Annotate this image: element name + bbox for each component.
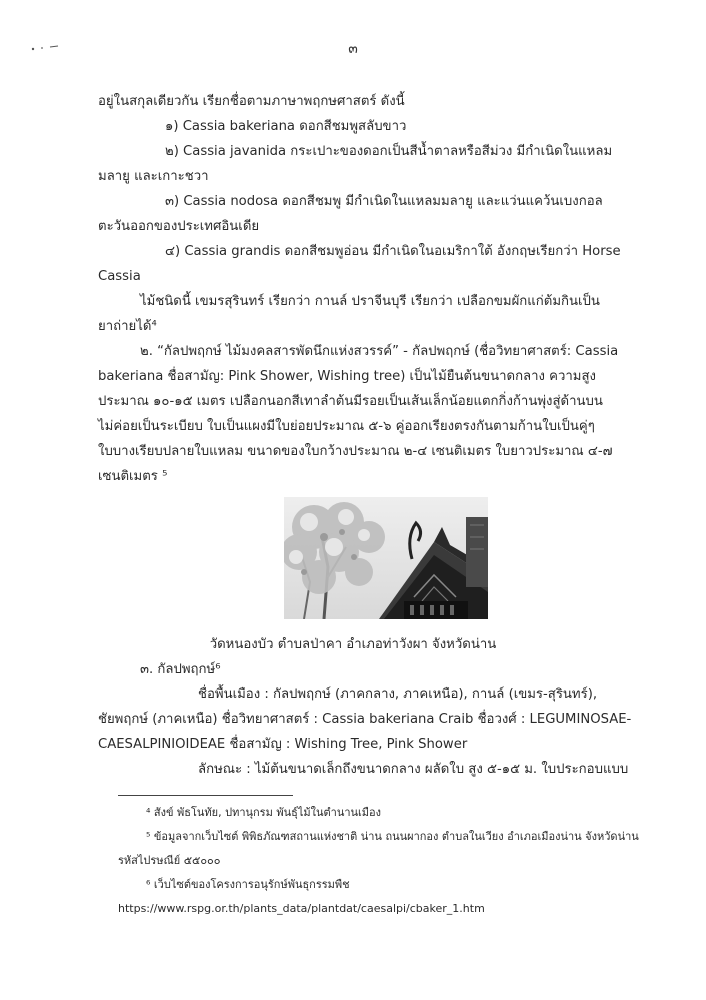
body-line: มลายู และเกาะชวา <box>98 169 209 184</box>
body-line: อยู่ในสกุลเดียวกัน เรียกชื่อตามภาษาพฤกษศาสตร์ ดังนี้ <box>98 94 405 109</box>
footnote-divider <box>118 795 293 796</box>
footnote-6: ⁶ เว็บไซต์ของโครงการอนุรักษ์พันธุกรรมพืช <box>146 878 350 891</box>
footnote-5: ⁵ ข้อมูลจากเว็บไซต์ พิพิธภัณฑสถานแห่งชาติ น่าน ถนนผากอง ตำบลในเวียง อำเภอเมืองน่าน จังหวัดน่าน <box>146 830 639 843</box>
page-number: ๓ <box>348 41 358 57</box>
photo-caption: วัดหนองบัว ตำบลป่าคา อำเภอท่าวังผา จังหวัดน่าน <box>209 637 497 652</box>
body-line: ใบบางเรียบปลายใบแหลม ขนาดของใบกว้างประมาณ ๒-๔ เซนติเมตร ใบยาวประมาณ ๔-๗ <box>98 444 613 459</box>
body-line: ประมาณ ๑๐-๑๕ เมตร เปลือกนอกสีเทาลำต้นมีรอยเป็นเส้นเล็กน้อยแตกกิ่งก้านพุ่งสู่ด้านบน <box>98 394 603 409</box>
section-3-heading: ๓. กัลปพฤกษ์⁶ <box>140 662 221 677</box>
body-line: Cassia <box>98 269 141 284</box>
footnote-5-cont: รหัสไปรษณีย์ ๕๕๐๐๐ <box>118 854 221 867</box>
body-line: ยาถ่ายได้⁴ <box>98 319 157 334</box>
body-line: ลักษณะ : ไม้ต้นขนาดเล็กถึงขนาดกลาง ผลัดใบ สูง ๕-๑๕ ม. ใบประกอบแบบ <box>198 762 629 777</box>
list-item-3: ๓) Cassia nodosa ดอกสีชมพู มีกำเนิดในแหลมมลายู และแว่นแคว้นเบงกอล <box>165 194 603 209</box>
body-line: ไม่ค่อยเป็นระเบียบ ใบเป็นแผงมีใบย่อยประมาณ ๕-๖ คู่ออกเรียงตรงกันตามก้านใบเป็นคู่ๆ <box>98 419 595 434</box>
body-line: ชื่อพื้นเมือง : กัลปพฤกษ์ (ภาคกลาง, ภาคเหนือ), กานล์ (เขมร-สุรินทร์), <box>198 687 598 702</box>
section-2-heading: ๒. “กัลปพฤกษ์ ไม้มงคลสารพัดนึกแห่งสวรรค์” - กัลปพฤกษ์ (ชื่อวิทยาศาสตร์: Cassia <box>140 344 619 359</box>
footnote-4: ⁴ สังข์ พัธโนทัย, ปทานุกรม พันธุ์ไม้ในตำนานเมือง <box>146 806 382 819</box>
body-line: เซนติเมตร ⁵ <box>98 469 168 484</box>
body-line: bakeriana ชื่อสามัญ: Pink Shower, Wishing tree) เป็นไม้ยืนต้นขนาดกลาง ความสูง <box>98 369 596 384</box>
footnote-6-url: https://www.rspg.or.th/plants_data/plantdat/caesalpi/cbaker_1.htm <box>118 902 485 915</box>
list-item-2: ๒) Cassia javanida กระเปาะของดอกเป็นสีน้ำตาลหรือสีม่วง มีกำเนิดในแหลม <box>165 144 613 159</box>
body-line: ชัยพฤกษ์ (ภาคเหนือ) ชื่อวิทยาศาสตร์ : Cassia bakeriana Craib ชื่อวงศ์ : LEGUMINOSAE- <box>98 712 632 727</box>
list-item-4: ๔) Cassia grandis ดอกสีชมพูอ่อน มีกำเนิดในอเมริกาใต้ อังกฤษเรียกว่า Horse <box>165 244 621 259</box>
body-line: CAESALPINIOIDEAE ชื่อสามัญ : Wishing Tree, Pink Shower <box>98 737 468 752</box>
temple-photo <box>284 497 488 619</box>
list-item-1: ๑) Cassia bakeriana ดอกสีชมพูสลับขาว <box>165 119 407 134</box>
body-line: ตะวันออกของประเทศอินเดีย <box>98 219 260 234</box>
body-line: ไม้ชนิดนี้ เขมรสุรินทร์ เรียกว่า กานล์ ปราจีนบุรี เรียกว่า เปลือกขมผักแก่ต้มกินเป็น <box>140 294 600 309</box>
